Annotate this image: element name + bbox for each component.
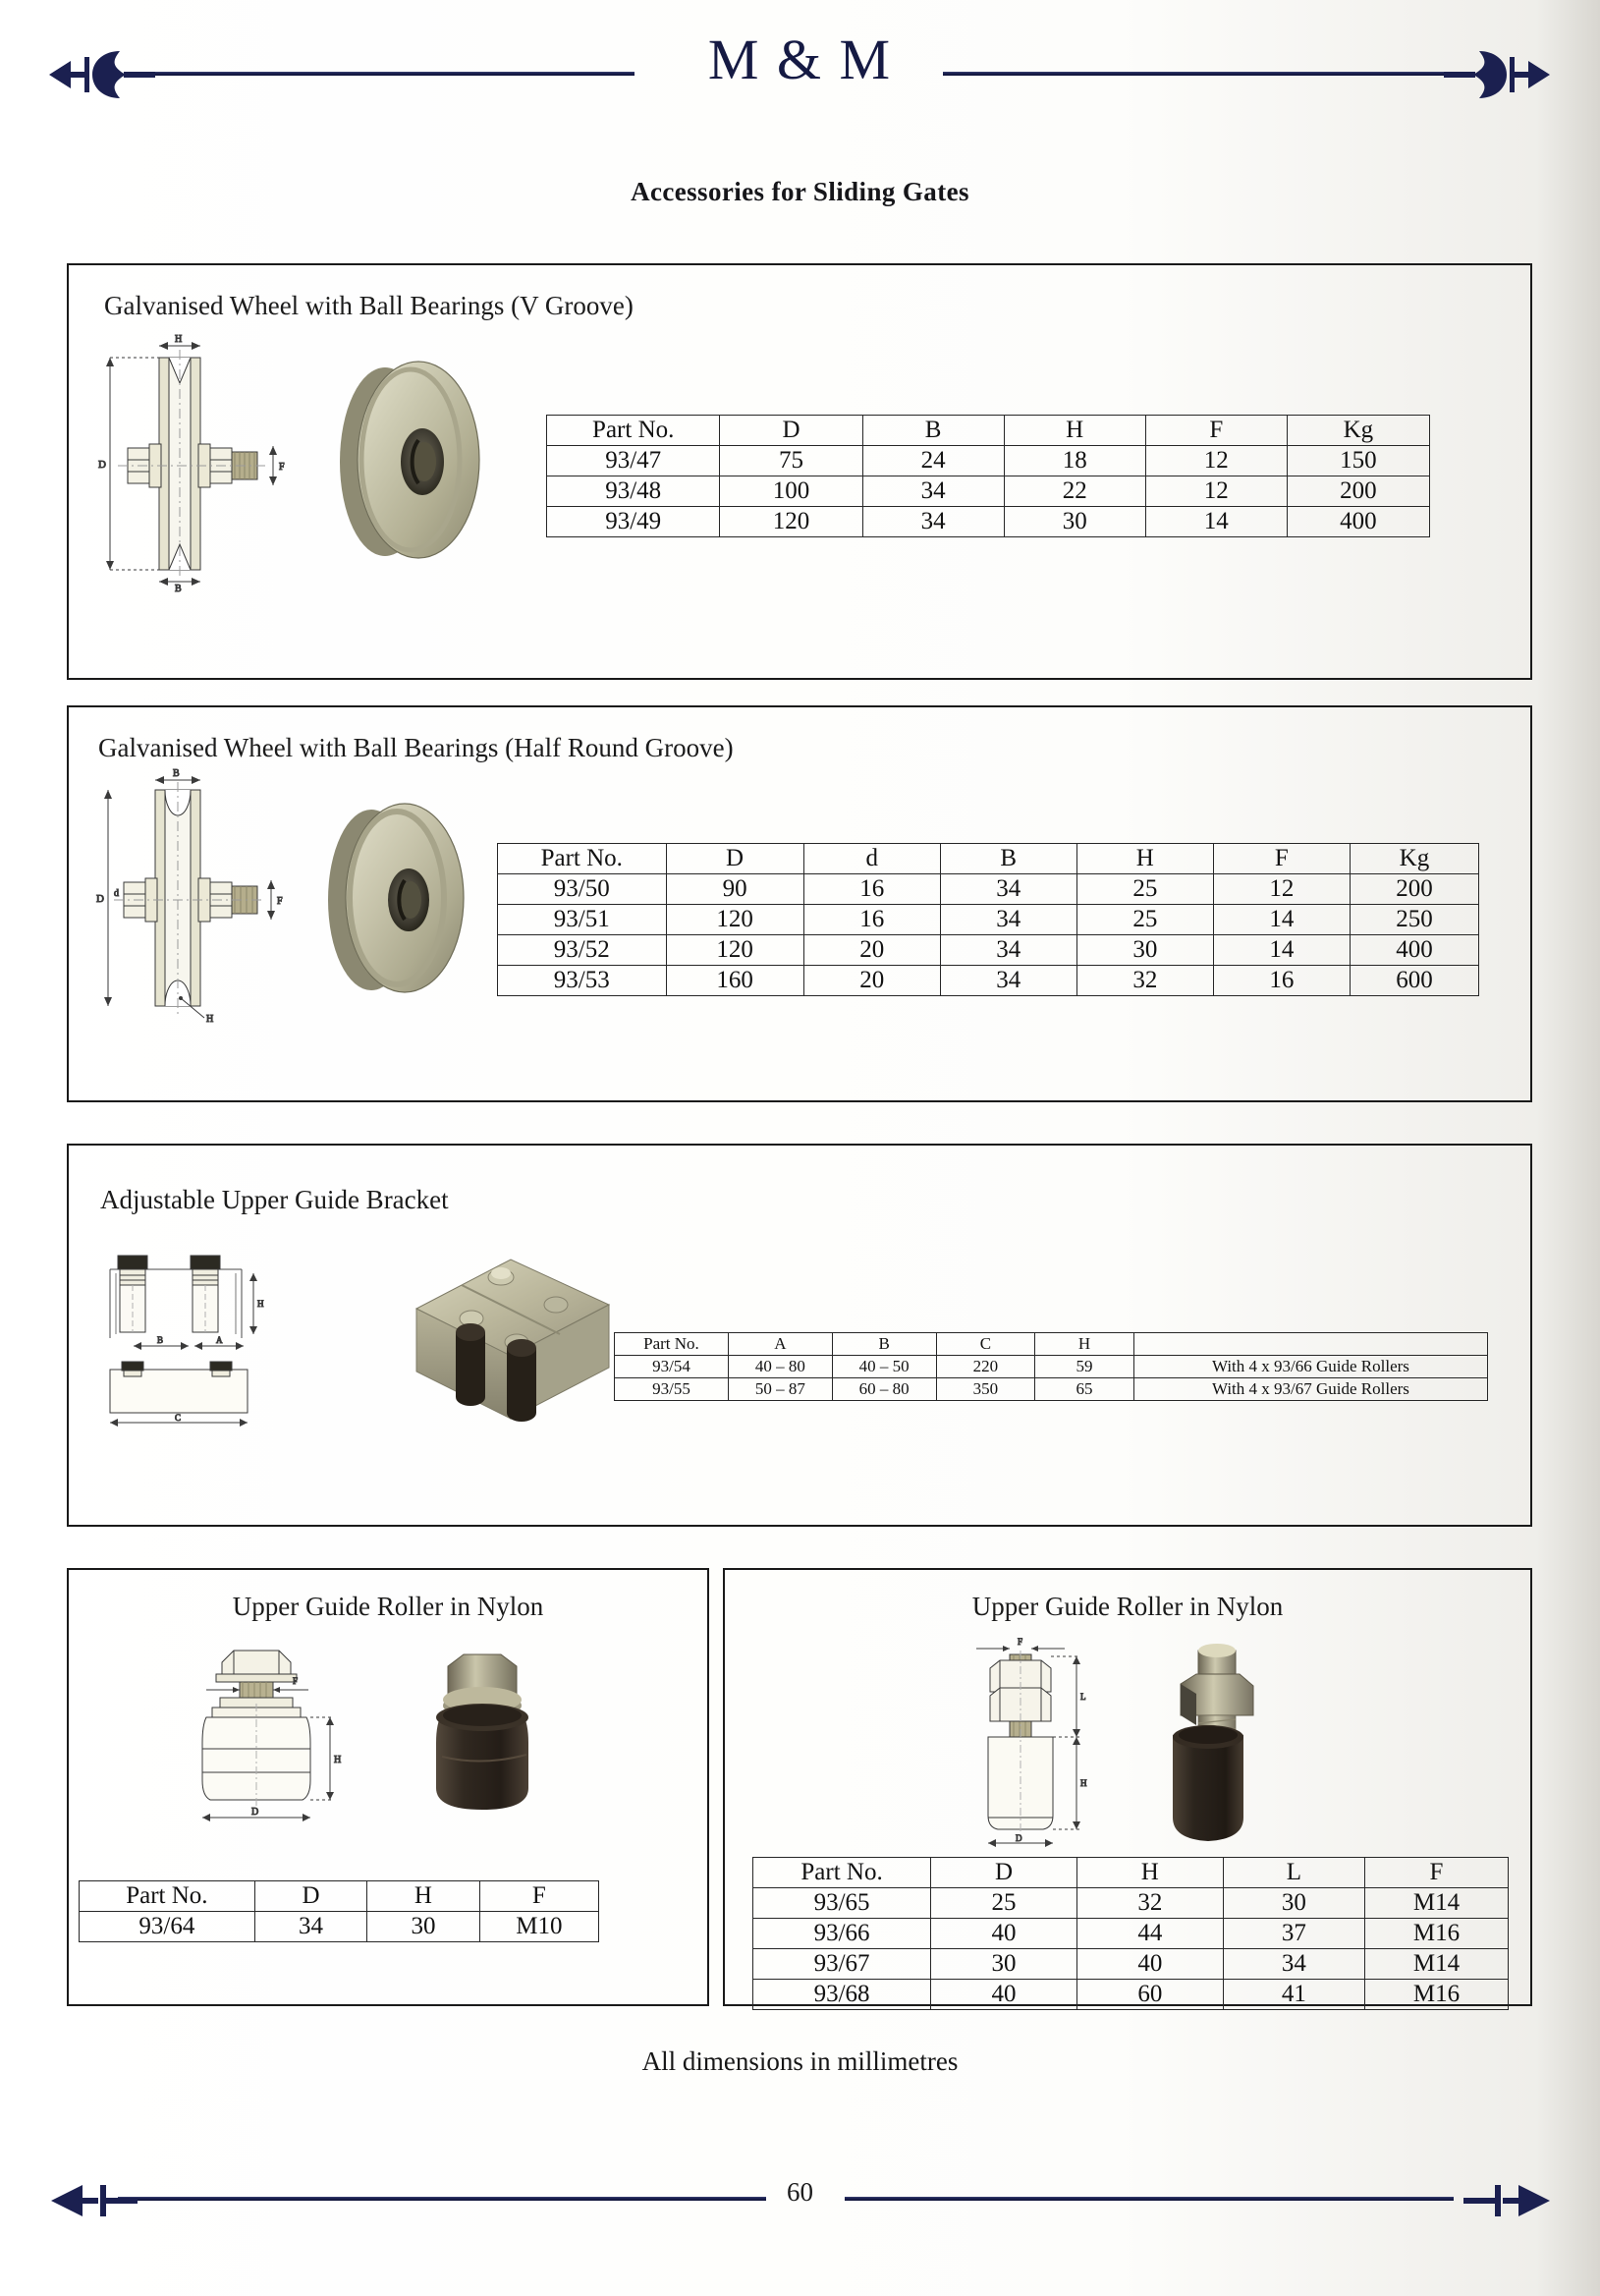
section-title-nylon-roller-left: Upper Guide Roller in Nylon [232, 1592, 544, 1621]
col-d: D [666, 844, 803, 874]
col-f: F [1364, 1858, 1508, 1888]
cell-h: 30 [1076, 935, 1213, 966]
cell-d: 34 [254, 1912, 366, 1942]
table-row [753, 1980, 1509, 2010]
cell-h: 65 [1035, 1378, 1134, 1401]
section-title-adjustable-bracket: Adjustable Upper Guide Bracket [100, 1185, 449, 1214]
col-d: D [254, 1881, 366, 1912]
cell-h: 22 [1004, 476, 1145, 507]
svg-text:D: D [98, 459, 106, 471]
section-title-v-groove: Galvanised Wheel with Ball Bearings (V Groove) [104, 291, 634, 320]
svg-text:D: D [96, 893, 104, 905]
cell-kg: 600 [1350, 966, 1478, 996]
col-h: H [1076, 1858, 1223, 1888]
cell-b: 34 [940, 905, 1076, 935]
cell-d: 75 [720, 446, 862, 476]
cell-part-no: 93/51 [498, 905, 667, 935]
cell-f: 14 [1145, 507, 1287, 537]
cell-f: 12 [1213, 874, 1350, 905]
cell-part-no: 93/49 [547, 507, 720, 537]
v-groove-technical-drawing [88, 334, 344, 594]
svg-text:H: H [257, 1299, 264, 1309]
cell-h: 40 [1076, 1949, 1223, 1980]
cell-f: 12 [1145, 476, 1287, 507]
cell-h: 18 [1004, 446, 1145, 476]
cell-kg: 400 [1287, 507, 1429, 537]
cell-a: 50 – 87 [728, 1378, 832, 1401]
table-header-row [547, 416, 1430, 446]
svg-text:H: H [334, 1755, 342, 1765]
cell-f: M16 [1364, 1980, 1508, 2010]
cell-h: 59 [1035, 1356, 1134, 1378]
section-nylon-roller-right [723, 1568, 1532, 2006]
col-f: F [479, 1881, 598, 1912]
svg-text:B: B [175, 584, 182, 594]
cell-part-no: 93/53 [498, 966, 667, 996]
cell-l: 30 [1223, 1888, 1364, 1919]
nylon-roller-left-technical-drawing [177, 1641, 373, 1827]
cell-b: 34 [862, 476, 1004, 507]
svg-text:F: F [1018, 1637, 1023, 1647]
svg-text:F: F [277, 896, 283, 907]
cell-f: M16 [1364, 1919, 1508, 1949]
cell-b: 34 [940, 966, 1076, 996]
cell-d: 40 [931, 1980, 1077, 2010]
svg-text:D: D [1016, 1833, 1022, 1843]
cell-d: 25 [931, 1888, 1077, 1919]
footer-decorative-rule [0, 2171, 1600, 2230]
col-a: A [728, 1333, 832, 1356]
table-row [498, 935, 1479, 966]
cell-b: 40 – 50 [832, 1356, 936, 1378]
col-c: C [936, 1333, 1035, 1356]
cell-note: With 4 x 93/66 Guide Rollers [1133, 1356, 1487, 1378]
cell-f: 16 [1213, 966, 1350, 996]
cell-part-no: 93/54 [615, 1356, 729, 1378]
cell-c: 350 [936, 1378, 1035, 1401]
section-half-round-groove [67, 705, 1532, 1102]
cell-part-no: 93/52 [498, 935, 667, 966]
header-decorative-rule [0, 28, 1600, 108]
table-nylon-roller-right [752, 1857, 1509, 2010]
cell-kg: 400 [1350, 935, 1478, 966]
svg-text:F: F [279, 462, 285, 473]
table-row [753, 1888, 1509, 1919]
table-row [753, 1919, 1509, 1949]
table-row [615, 1378, 1488, 1401]
cell-l: 34 [1223, 1949, 1364, 1980]
cell-d: 160 [666, 966, 803, 996]
table-nylon-roller-left [79, 1880, 599, 1942]
cell-d: 120 [666, 935, 803, 966]
cell-h: 30 [367, 1912, 479, 1942]
col-f: F [1213, 844, 1350, 874]
col-part-no: Part No. [615, 1333, 729, 1356]
cell-d: 100 [720, 476, 862, 507]
cell-f: M10 [479, 1912, 598, 1942]
cell-d-small: 16 [803, 874, 940, 905]
table-row [547, 446, 1430, 476]
col-l: L [1223, 1858, 1364, 1888]
footer-note: All dimensions in millimetres [641, 2046, 959, 2076]
col-note [1133, 1333, 1487, 1356]
cell-h: 30 [1004, 507, 1145, 537]
svg-text:H: H [206, 1014, 214, 1025]
cell-d-small: 16 [803, 905, 940, 935]
cell-f: 12 [1145, 446, 1287, 476]
svg-text:D: D [251, 1807, 259, 1818]
cell-f: 14 [1213, 905, 1350, 935]
table-row [753, 1949, 1509, 1980]
table-header-row [753, 1858, 1509, 1888]
svg-text:A: A [216, 1335, 223, 1345]
cell-d: 90 [666, 874, 803, 905]
table-v-groove [546, 415, 1430, 537]
cell-kg: 200 [1287, 476, 1429, 507]
svg-text:C: C [175, 1413, 182, 1423]
cell-c: 220 [936, 1356, 1035, 1378]
col-b: B [862, 416, 1004, 446]
cell-b: 60 – 80 [832, 1378, 936, 1401]
cell-part-no: 93/65 [753, 1888, 931, 1919]
table-header-row [615, 1333, 1488, 1356]
cell-part-no: 93/67 [753, 1949, 931, 1980]
cell-kg: 150 [1287, 446, 1429, 476]
page-number: 60 [787, 2177, 813, 2207]
col-part-no: Part No. [498, 844, 667, 874]
table-row [547, 507, 1430, 537]
cell-kg: 250 [1350, 905, 1478, 935]
cell-part-no: 93/55 [615, 1378, 729, 1401]
svg-text:H: H [175, 334, 183, 345]
half-round-wheel-photo [304, 796, 501, 1002]
bracket-technical-drawing [94, 1248, 301, 1425]
svg-text:B: B [173, 768, 180, 779]
table-header-row [498, 844, 1479, 874]
col-kg: Kg [1350, 844, 1478, 874]
v-groove-wheel-photo [314, 352, 511, 568]
cell-h: 44 [1076, 1919, 1223, 1949]
table-adjustable-bracket [614, 1332, 1488, 1401]
cell-d: 40 [931, 1919, 1077, 1949]
cell-f: M14 [1364, 1888, 1508, 1919]
cell-part-no: 93/68 [753, 1980, 931, 2010]
cell-note: With 4 x 93/67 Guide Rollers [1133, 1378, 1487, 1401]
col-h: H [1035, 1333, 1134, 1356]
table-half-round-groove [497, 843, 1479, 996]
table-row [547, 476, 1430, 507]
table-row [498, 966, 1479, 996]
col-d: D [931, 1858, 1077, 1888]
nylon-roller-right-technical-drawing [949, 1635, 1126, 1851]
cell-h: 25 [1076, 874, 1213, 905]
cell-part-no: 93/66 [753, 1919, 931, 1949]
section-title-half-round-groove: Galvanised Wheel with Ball Bearings (Half Round Groove) [98, 733, 734, 762]
cell-a: 40 – 80 [728, 1356, 832, 1378]
col-h: H [1076, 844, 1213, 874]
table-header-row [80, 1881, 599, 1912]
cell-d: 120 [720, 507, 862, 537]
cell-b: 34 [862, 507, 1004, 537]
svg-text:L: L [1080, 1692, 1086, 1702]
col-d-small: d [803, 844, 940, 874]
brand-title: M & M [707, 28, 893, 91]
cell-d: 30 [931, 1949, 1077, 1980]
cell-l: 41 [1223, 1980, 1364, 2010]
cell-part-no: 93/64 [80, 1912, 255, 1942]
section-title-nylon-roller-right: Upper Guide Roller in Nylon [971, 1592, 1284, 1621]
cell-f: M14 [1364, 1949, 1508, 1980]
section-nylon-roller-left [67, 1568, 709, 2006]
bracket-photo [363, 1254, 619, 1430]
svg-text:F: F [293, 1676, 299, 1686]
col-h: H [367, 1881, 479, 1912]
cell-h: 32 [1076, 1888, 1223, 1919]
cell-d-small: 20 [803, 935, 940, 966]
nylon-roller-right-photo [1137, 1639, 1304, 1850]
cell-d: 120 [666, 905, 803, 935]
col-b: B [940, 844, 1076, 874]
cell-f: 14 [1213, 935, 1350, 966]
table-row [498, 905, 1479, 935]
cell-b: 34 [940, 935, 1076, 966]
cell-l: 37 [1223, 1919, 1364, 1949]
col-h: H [1004, 416, 1145, 446]
table-row [80, 1912, 599, 1942]
section-adjustable-bracket [67, 1144, 1532, 1527]
cell-part-no: 93/50 [498, 874, 667, 905]
col-part-no: Part No. [80, 1881, 255, 1912]
cell-part-no: 93/47 [547, 446, 720, 476]
cell-h: 60 [1076, 1980, 1223, 2010]
svg-text:B: B [157, 1335, 164, 1345]
table-row [498, 874, 1479, 905]
svg-text:d: d [114, 888, 119, 899]
page-title: Accessories for Sliding Gates [631, 177, 969, 206]
cell-h: 25 [1076, 905, 1213, 935]
cell-d-small: 20 [803, 966, 940, 996]
col-f: F [1145, 416, 1287, 446]
cell-b: 24 [862, 446, 1004, 476]
section-v-groove [67, 263, 1532, 680]
col-d: D [720, 416, 862, 446]
half-round-groove-technical-drawing [86, 770, 332, 1026]
col-kg: Kg [1287, 416, 1429, 446]
col-b: B [832, 1333, 936, 1356]
col-part-no: Part No. [753, 1858, 931, 1888]
nylon-roller-left-photo [393, 1649, 570, 1835]
cell-h: 32 [1076, 966, 1213, 996]
cell-b: 34 [940, 874, 1076, 905]
cell-part-no: 93/48 [547, 476, 720, 507]
col-part-no: Part No. [547, 416, 720, 446]
table-row [615, 1356, 1488, 1378]
cell-kg: 200 [1350, 874, 1478, 905]
svg-text:H: H [1080, 1778, 1087, 1788]
